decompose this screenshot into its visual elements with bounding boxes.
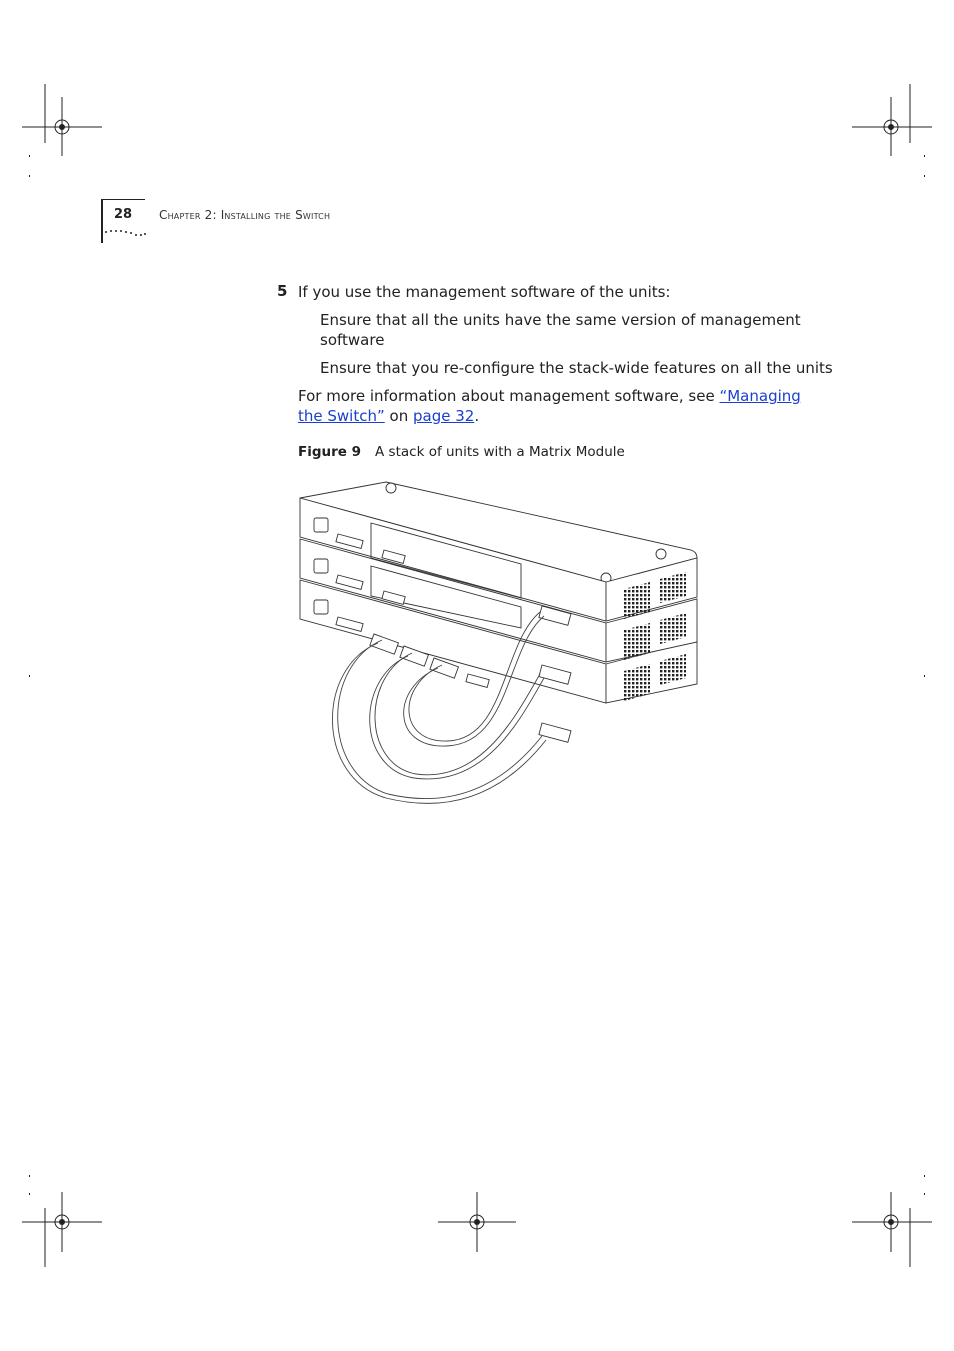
bullet-item: Ensure that all the units have the same version of management software	[320, 311, 801, 349]
header-rule	[101, 199, 145, 200]
more-info-prefix: For more information about management software, see	[298, 387, 720, 405]
more-info-middle: on	[384, 407, 413, 425]
header-bar	[101, 199, 103, 243]
step-text: If you use the management software of the units:	[298, 283, 671, 301]
more-info-paragraph	[298, 386, 828, 426]
bullet-item: Ensure that you re-configure the stack-wide features on all the units	[320, 359, 833, 377]
page-32-link[interactable]: page 32	[412, 407, 475, 425]
page-number: 28	[114, 207, 133, 222]
figure-caption-text: A stack of units with a Matrix Module	[375, 444, 625, 460]
step-number: 5	[277, 282, 288, 300]
managing-switch-link[interactable]: “Managing the Switch”	[298, 387, 801, 425]
chapter-title: Chapter 2: Installing the Switch	[159, 208, 331, 222]
figure-caption	[298, 444, 625, 460]
more-info-suffix: .	[474, 407, 480, 425]
figure-label: Figure 9	[298, 444, 362, 460]
header-dots	[104, 229, 148, 239]
switch-stack-illustration	[296, 478, 706, 818]
